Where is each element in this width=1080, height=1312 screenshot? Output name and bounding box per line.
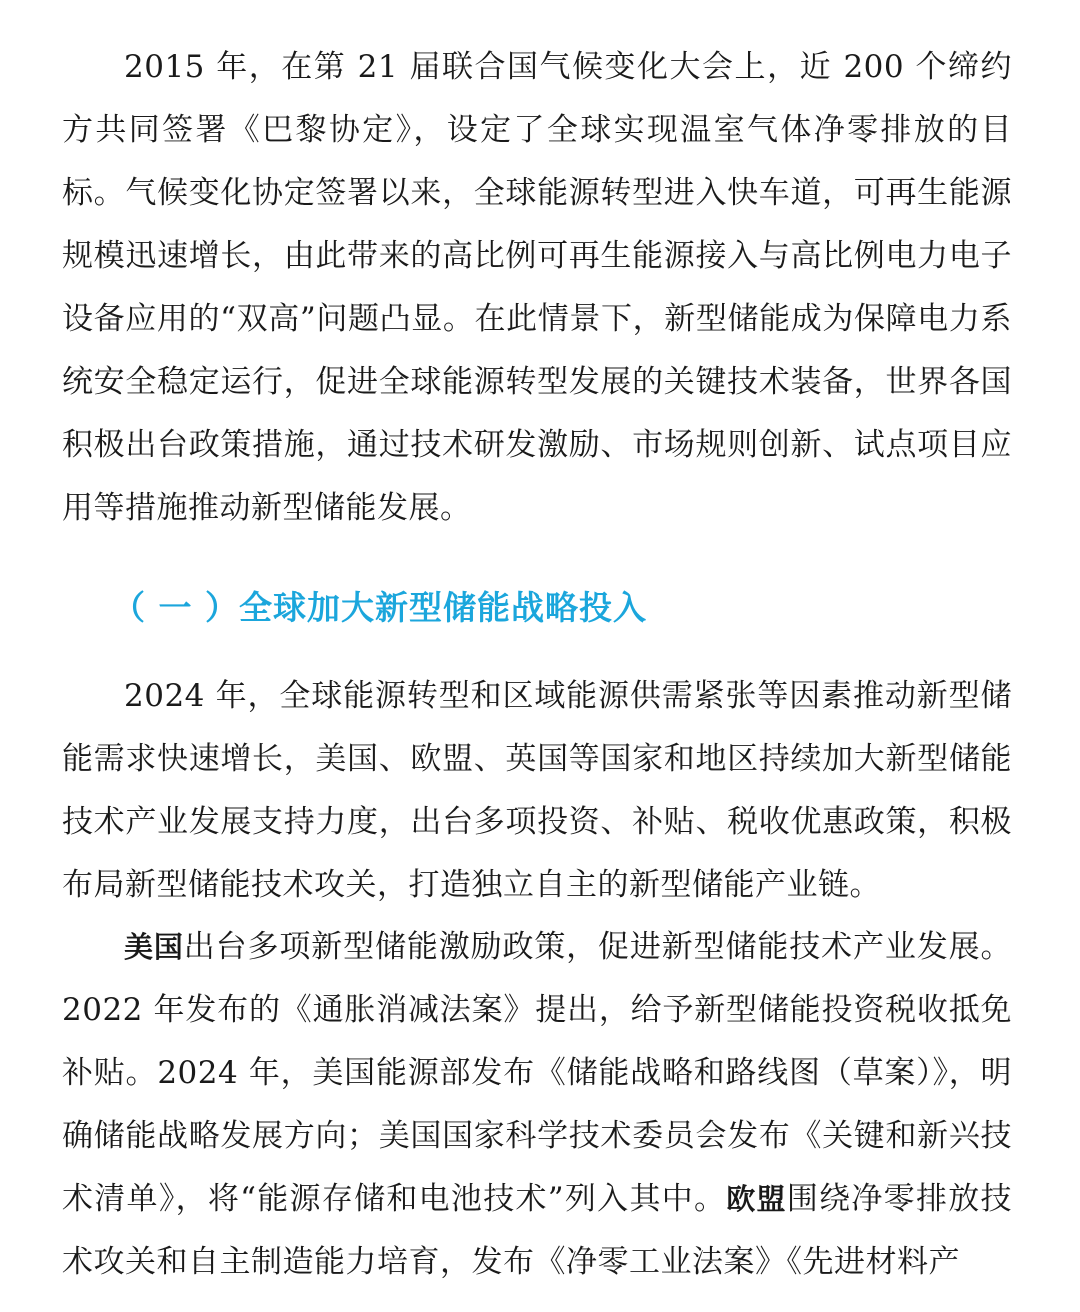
bold-lead-us: 美国 [124, 930, 184, 964]
paragraph-us-text: 出台多项新型储能激励政策，促进新型储能技术产业发展。2022 年发布的《通胀消减法案》提出，给予新型储能投资税收抵免补贴。2024 年，美国能源部发布《储能战略和路线图（草案）》，明确储能战略发展方向；美国国家科学技术委员会发布《关键和新兴技术清单》，将“能源存储和电池技术”列入其中。 [62, 929, 1012, 1217]
paragraph-paris-agreement: 2015 年，在第 21 届联合国气候变化大会上，近 200 个缔约方共同签署《巴黎协定》，设定了全球实现温室气体净零排放的目标。气候变化协定签署以来，全球能源转型进入快车道，可再生能源规模迅速增长，由此带来的高比例可再生能源接入与高比例电力电子设备应用的“双高”问题凸显。在此情景下，新型储能成为保障电力系统安全稳定运行，促进全球能源转型发展的关键技术装备，世界各国积极出台政策措施，通过技术研发激励、市场规则创新、试点项目应用等措施推动新型储能发展。 [62, 49, 1012, 526]
paragraph-eu-text: 围绕净零排放技术攻关和自主制造能力培育，发布《净零工业法案》《先进材料产 [62, 1181, 1012, 1280]
paragraph-global-demand: 2024 年，全球能源转型和区域能源供需紧张等因素推动新型储能需求快速增长，美国、欧盟、英国等国家和地区持续加大新型储能技术产业发展支持力度，出台多项投资、补贴、税收优惠政策，积极布局新型储能技术攻关，打造独立自主的新型储能产业链。 [62, 678, 1012, 903]
paragraph-us-eu-policies [62, 916, 1012, 1294]
bold-lead-eu: 欧盟 [726, 1182, 787, 1216]
section-heading: （ 一 ）全球加大新型储能战略投入 [112, 588, 647, 627]
